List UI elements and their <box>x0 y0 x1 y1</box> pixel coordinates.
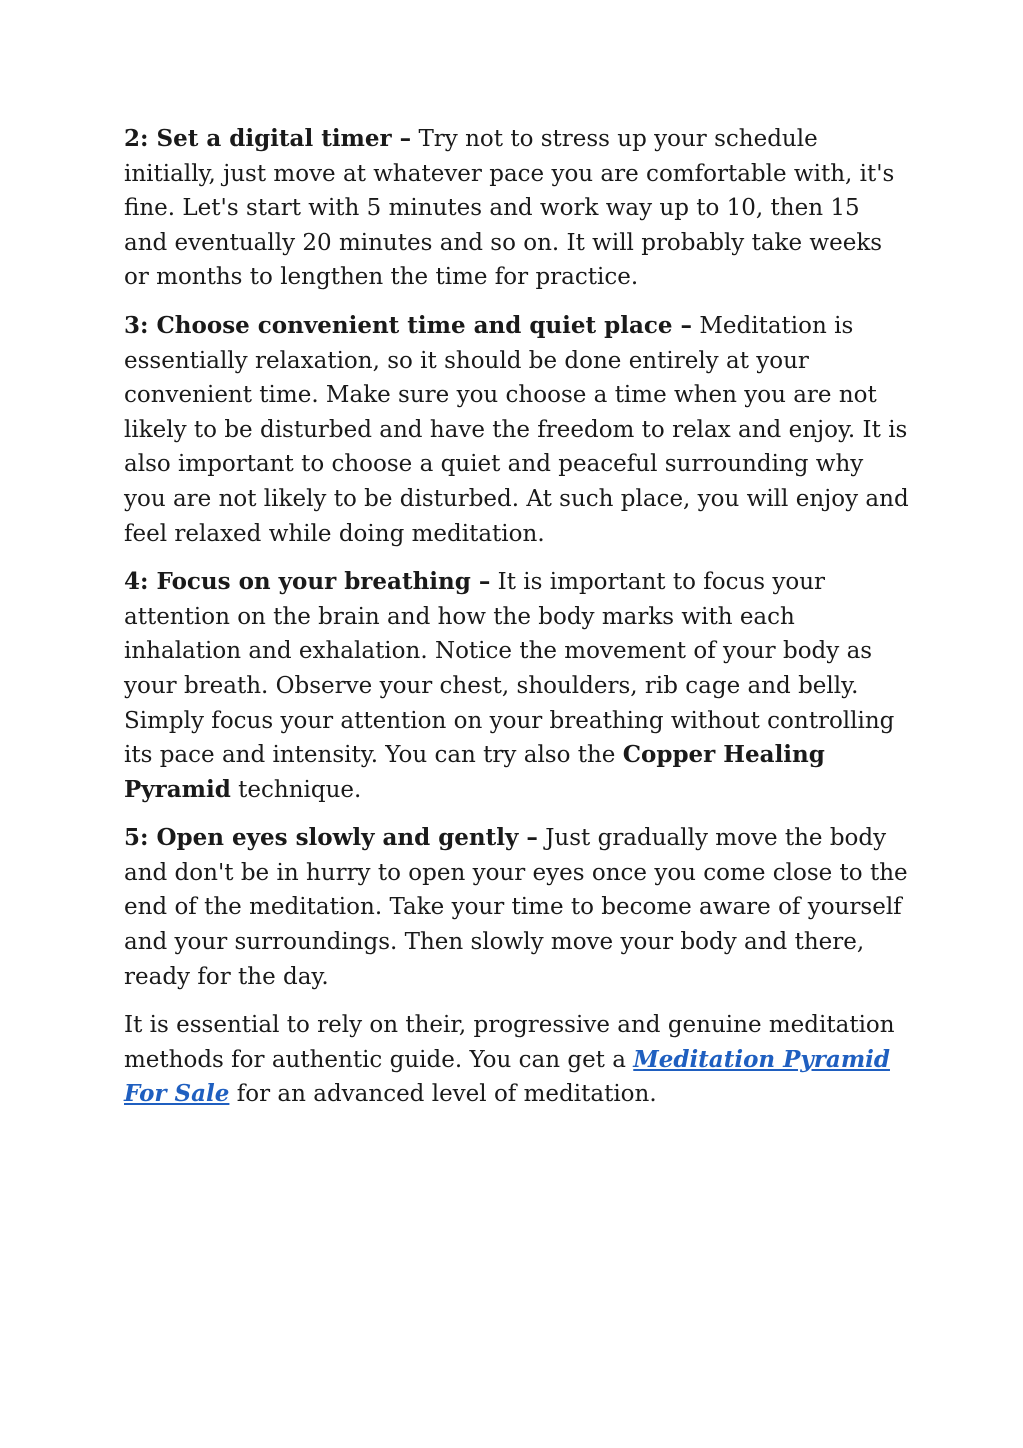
tip-paragraph-2 <box>124 122 909 295</box>
tip-paragraph-4 <box>124 565 909 807</box>
tip-paragraph-5 <box>124 821 909 994</box>
tip-body-2: Try not to stress up your schedule initially, just move at whatever pace you are comfortable with, it's fine. Let's start with 5 minutes and work way up to 10, then 15 and eventually 20 minutes and so on. It will probably take weeks or months to lengthen the time for practice. <box>124 126 895 291</box>
tip-heading-4: 4: Focus on your breathing – <box>124 568 491 596</box>
tip-heading-3: 3: Choose convenient time and quiet place – <box>124 311 693 339</box>
tip-heading-2: 2: Set a digital timer – <box>124 125 412 152</box>
closing-text-before-link: It is essential to rely on their, progressive and genuine meditation methods for authentic guide. You can get a <box>124 1012 895 1073</box>
tip-body-3: Meditation is essentially relaxation, so it should be done entirely at your convenient time. Make sure you choose a time when you are not likely to be disturbed and have the freedom to relax and enjoy. It is also important to choose a quiet and peaceful surrounding why you are not likely to be disturbed. At such place, you will enjoy and feel relaxed while doing meditation. <box>124 312 909 547</box>
copper-healing-pyramid-term: Copper Healing Pyramid <box>124 741 825 803</box>
closing-paragraph <box>124 1008 909 1112</box>
tip-body-5: Just gradually move the body and don't be in hurry to open your eyes once you come close to the end of the meditation. Take your time to become aware of yourself and your surroundings. Then slowly move your body and there, ready for the day. <box>124 825 908 990</box>
tip-paragraph-3 <box>124 309 909 551</box>
tip-body-4: It is important to focus your attention on the brain and how the body marks with each inhalation and exhalation. Notice the movement of your body as your breath. Observe your chest, shoulders, rib cage and belly. Simply focus your attention on your breathing without controlling its pace and intensity. You can try also the <box>124 569 895 769</box>
closing-text-after-link: for an advanced level of meditation. <box>229 1081 657 1108</box>
document-body <box>124 122 909 1126</box>
tip-body-4-tail: technique. <box>230 776 362 803</box>
tip-heading-5: 5: Open eyes slowly and gently – <box>124 824 538 852</box>
meditation-pyramid-link[interactable]: Meditation Pyramid For Sale <box>124 1045 890 1108</box>
